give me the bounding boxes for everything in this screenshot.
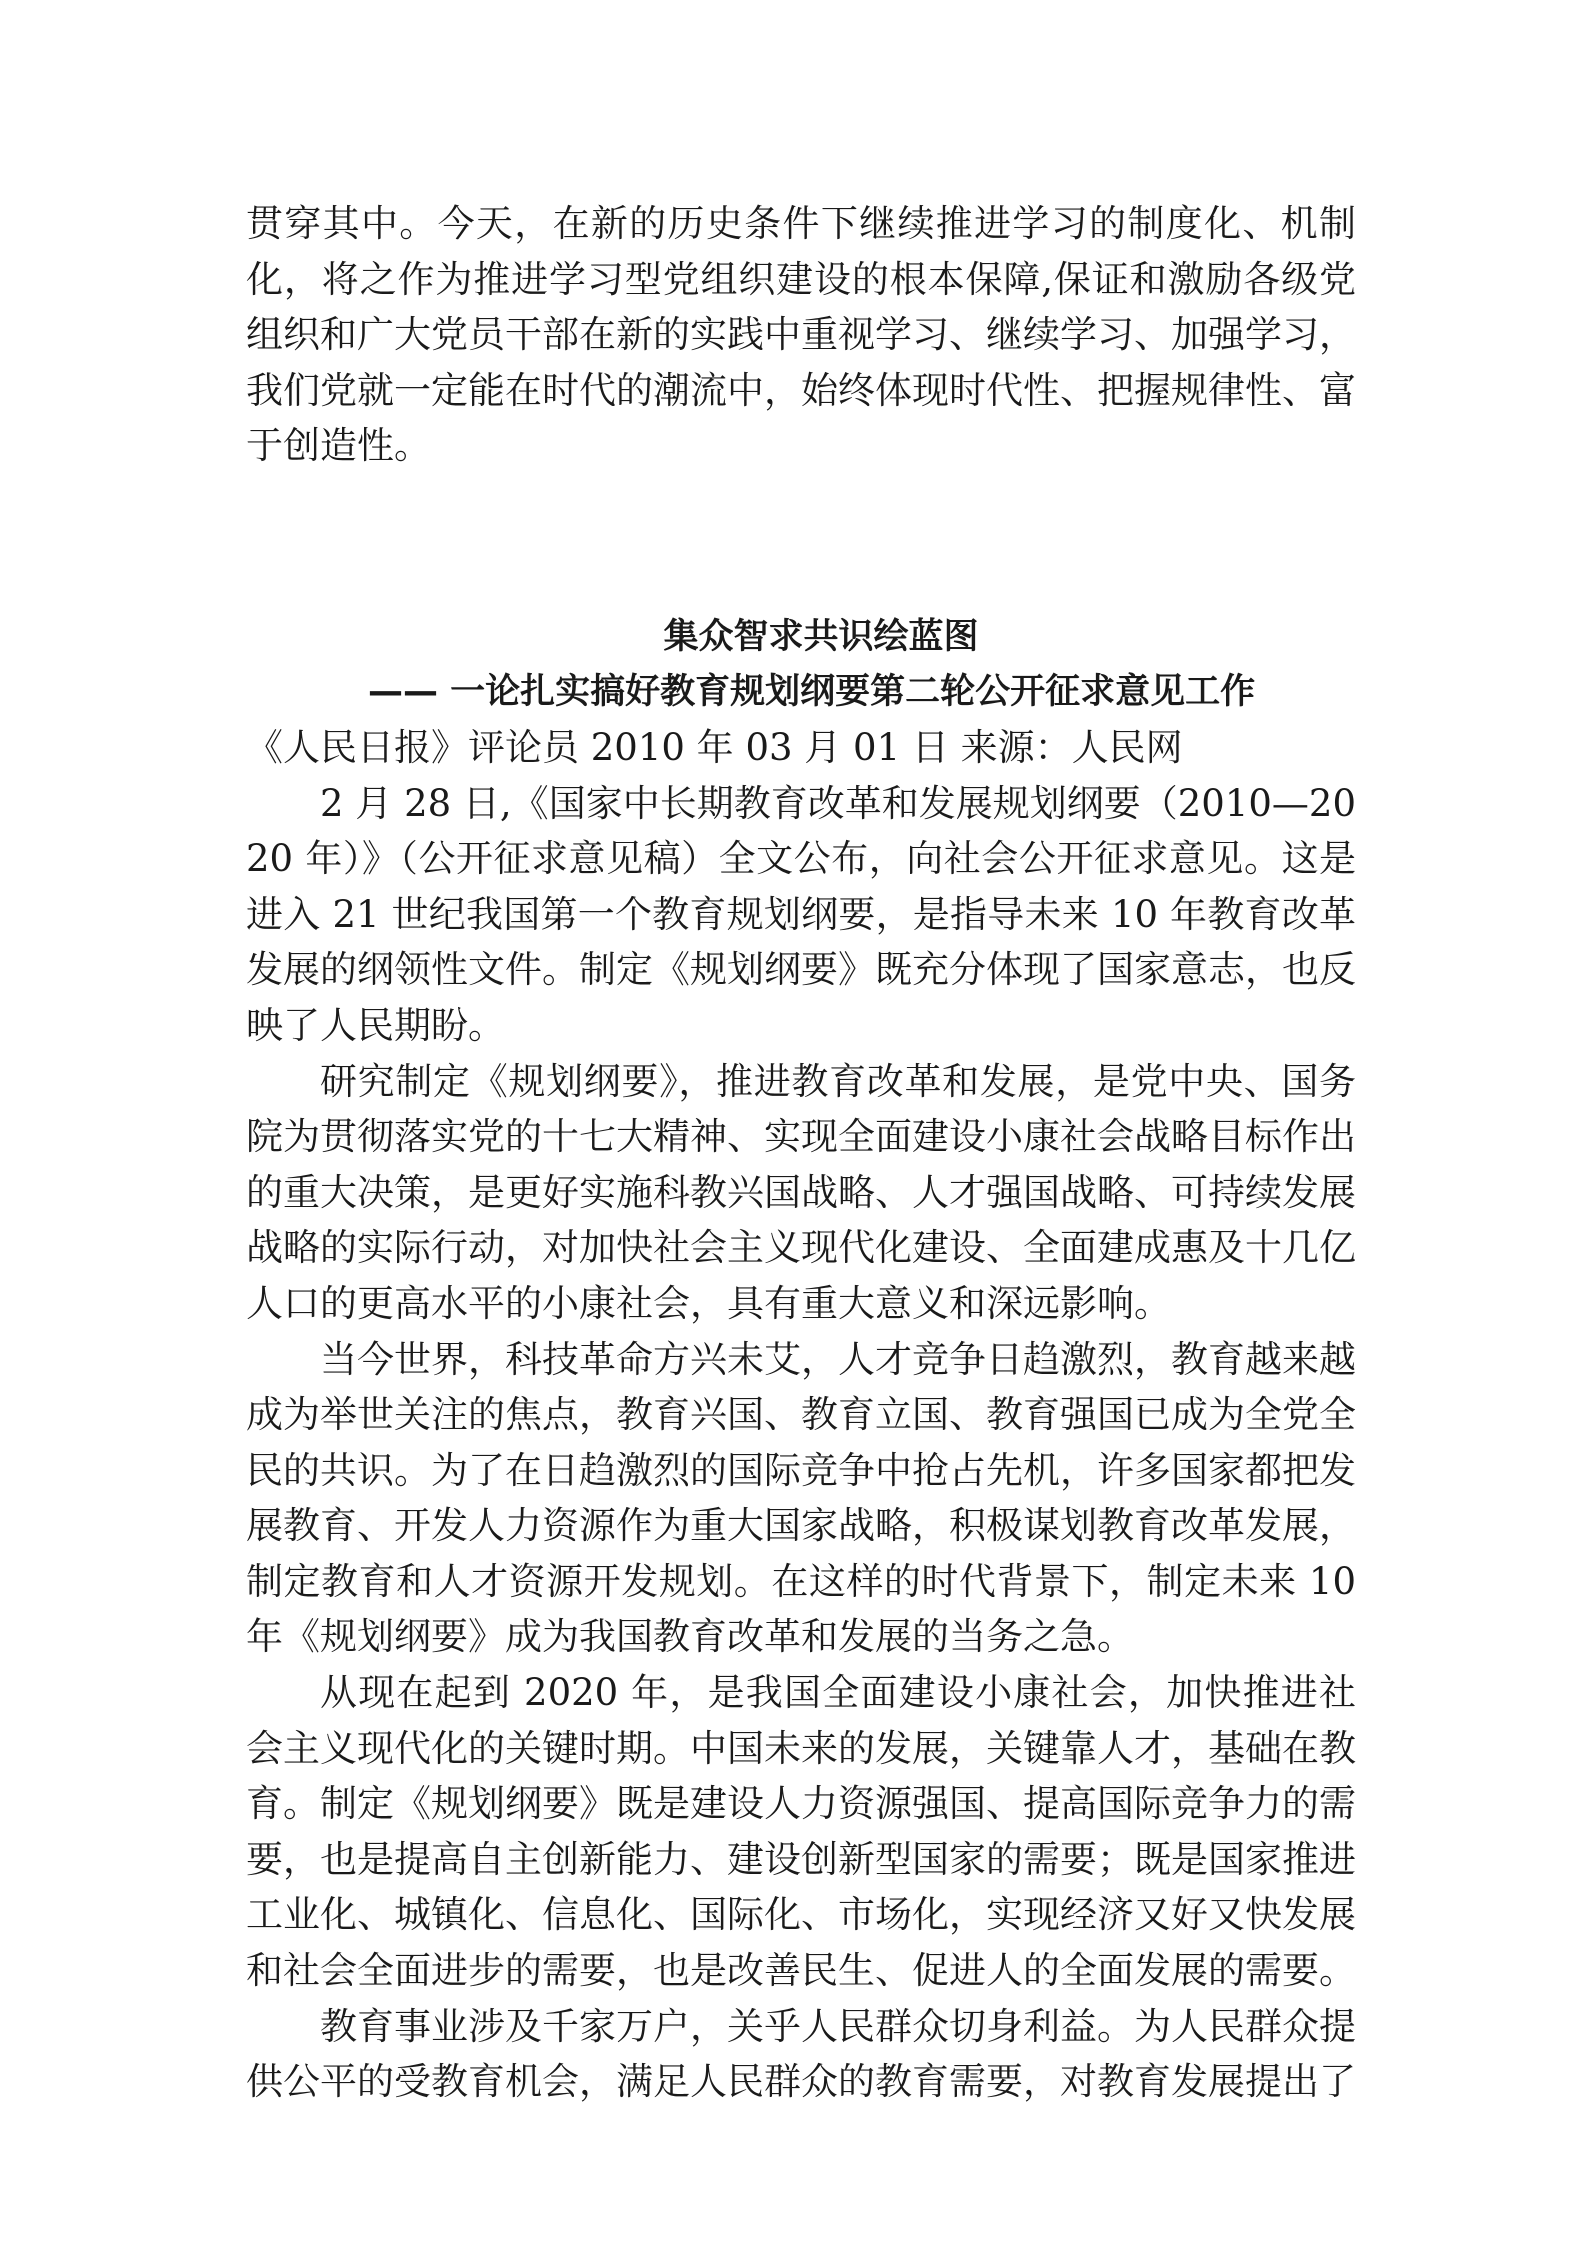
article-title: 集众智求共识绘蓝图 — [663, 616, 979, 657]
section-gap — [246, 474, 1356, 610]
article-byline: 《人民日报》评论员 2010 年 03 月 01 日 来源：人民网 — [246, 725, 1183, 769]
document-page — [246, 196, 1356, 2110]
body-paragraph: 教育事业涉及千家万户，关乎人民群众切身利益。为人民群众提供公平的受教育机会，满足人民群众的教育需要，对教育发展提出了 — [246, 2004, 1356, 2104]
article-subtitle: —— 一论扎实搞好教育规划纲要第二轮公开征求意见工作 — [368, 671, 1256, 712]
body-paragraph: 从现在起到 2020 年，是我国全面建设小康社会，加快推进社会主义现代化的关键时期。中国未来的发展，关键靠人才，基础在教育。制定《规划纲要》既是建设人力资源强国、提高国际竞争力的需要，也是提高自主创新能力、建设创新型国家的需要；既是国家推进工业化、城镇化、信息化、国际化、市场化，实现经济又好又快发展和社会全面进步的需要，也是改善民生、促进人的全面发展的需要。 — [246, 1671, 1356, 1993]
body-paragraph: 2 月 28 日,《国家中长期教育改革和发展规划纲要（2010—2020 年）》（公开征求意见稿）全文公布，向社会公开征求意见。这是进入 21 世纪我国第一个教育规划纲要，是指导未来 10 年教育改革发展的纲领性文件。制定《规划纲要》既充分体现了国家意志，也反映了人民期盼。 — [246, 781, 1356, 1047]
body-paragraph: 当今世界，科技革命方兴未艾，人才竞争日趋激烈，教育越来越成为举世关注的焦点，教育兴国、教育立国、教育强国已成为全党全民的共识。为了在日趋激烈的国际竞争中抢占先机，许多国家都把发展教育、开发人力资源作为重大国家战略，积极谋划教育改革发展，制定教育和人才资源开发规划。在这样的时代背景下，制定未来 10 年《规划纲要》成为我国教育改革和发展的当务之急。 — [246, 1337, 1356, 1659]
intro-paragraph: 贯穿其中。今天，在新的历史条件下继续推进学习的制度化、机制化，将之作为推进学习型党组织建设的根本保障,保证和激励各级党组织和广大党员干部在新的实践中重视学习、继续学习、加强学习，我们党就一定能在时代的潮流中，始终体现时代性、把握规律性、富于创造性。 — [246, 202, 1356, 468]
body-paragraph: 研究制定《规划纲要》，推进教育改革和发展，是党中央、国务院为贯彻落实党的十七大精神、实现全面建设小康社会战略目标作出的重大决策，是更好实施科教兴国战略、人才强国战略、可持续发展战略的实际行动，对加快社会主义现代化建设、全面建成惠及十几亿人口的更高水平的小康社会，具有重大意义和深远影响。 — [246, 1059, 1356, 1325]
